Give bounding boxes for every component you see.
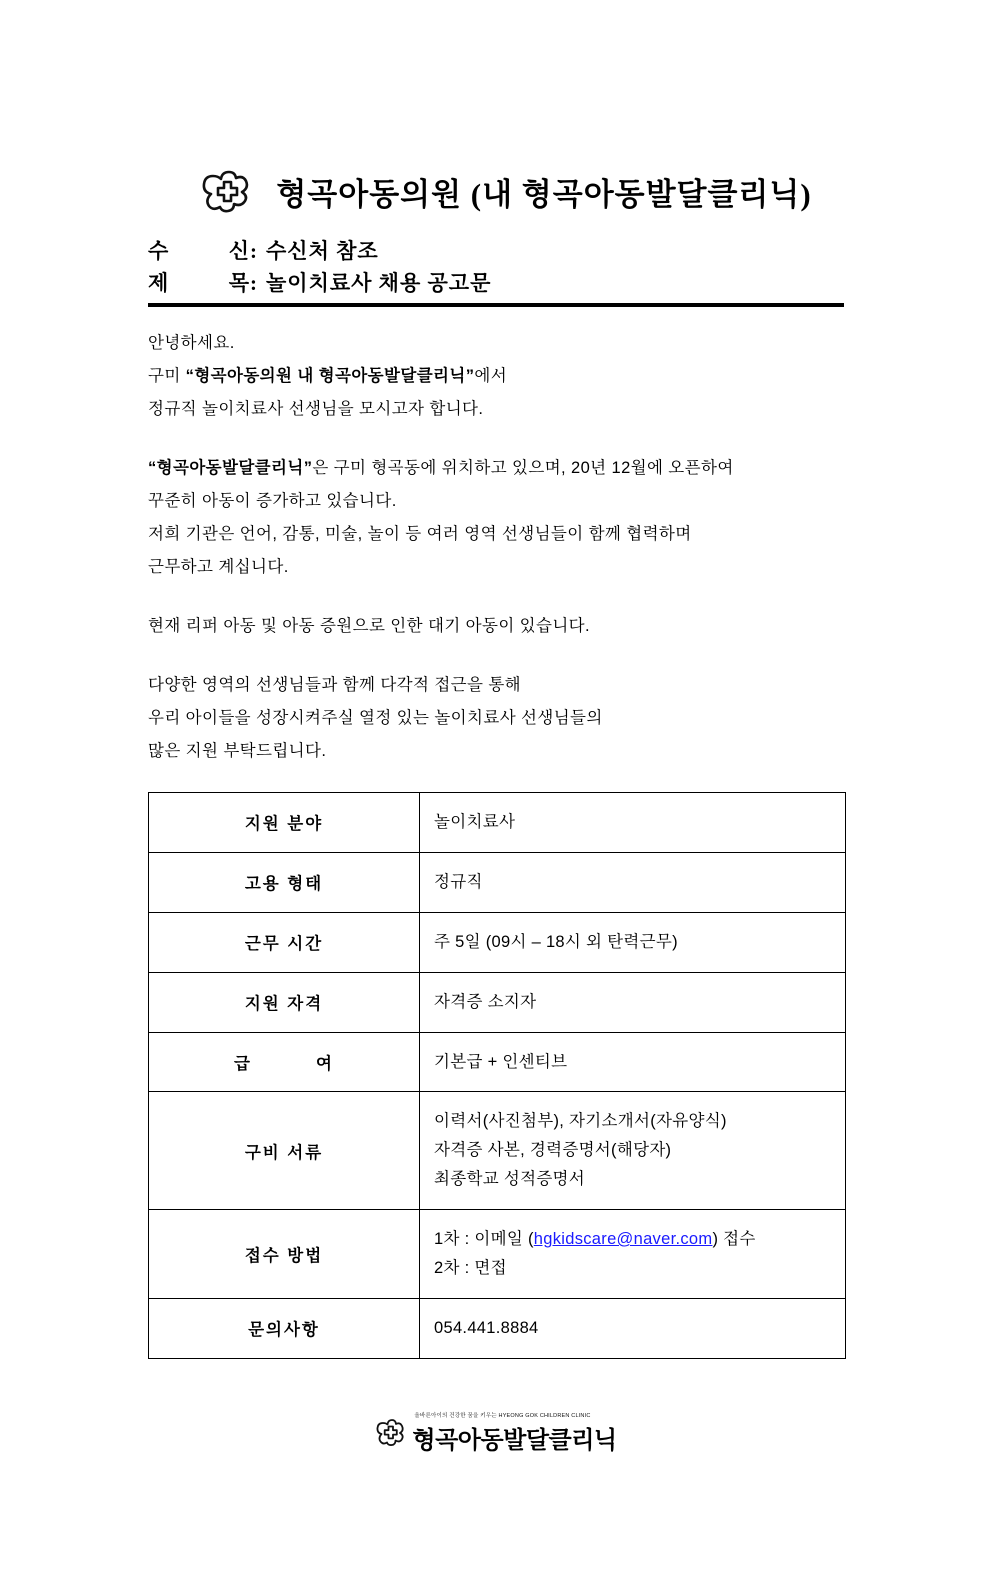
table-row [149, 912, 846, 972]
body-line-2 [148, 360, 844, 393]
document-header [0, 168, 992, 214]
body-spacer-2 [148, 584, 844, 610]
cross-clinic-logo-small-icon [375, 1418, 405, 1446]
subject-label-part2: 목: [228, 270, 258, 295]
table-row [149, 1092, 846, 1210]
recipient-row [148, 236, 844, 268]
body-line-2-suffix: 에서 [474, 367, 508, 385]
recipient-label-part2: 신: [228, 239, 258, 263]
subject-label [148, 268, 266, 300]
footer-text [412, 1411, 616, 1455]
body-line-4-suffix: 은 구미 형곡동에 위치하고 있으며, 20년 12월에 오픈하여 [312, 459, 734, 477]
body-line-3: 정규직 놀이치료사 선생님을 모시고자 합니다. [148, 400, 484, 418]
document-line-2: 자격증 사본, 경력증명서(해당자) [434, 1141, 672, 1160]
table-value-inquiries: 054.441.8884 [420, 1298, 846, 1358]
recipient-value: 수신처 참조 [266, 239, 379, 263]
body-line-11: 많은 지원 부탁드립니다. [148, 742, 327, 760]
table-key-salary [149, 1032, 420, 1092]
table-key-salary-char1: 급 [234, 1054, 252, 1073]
application-line-2: 2차 : 면접 [434, 1258, 507, 1277]
clinic-title: 형곡아동의원 (내 형곡아동발달클리닉) [276, 176, 812, 212]
body-line-4-bold: “형곡아동발달클리닉” [148, 459, 313, 477]
footer-clinic-name: 형곡아동발달클리닉 [412, 1427, 617, 1454]
table-value-documents [420, 1092, 846, 1210]
body-line-5: 꾸준히 아동이 증가하고 있습니다. [148, 492, 397, 510]
body-line-7: 근무하고 계십니다. [148, 558, 289, 576]
body-line-10: 우리 아이들을 성장시켜주실 열정 있는 놀이치료사 선생님들의 [148, 709, 603, 727]
body-line-4 [148, 452, 844, 485]
table-row [149, 1298, 846, 1358]
table-key-salary-char2: 여 [316, 1054, 334, 1073]
document-line-1: 이력서(사진첨부), 자기소개서(자유양식) [434, 1112, 727, 1131]
body-line-8: 현재 리퍼 아동 및 아동 증원으로 인한 대기 아동이 있습니다. [148, 617, 590, 635]
email-link[interactable]: hgkidscare@naver.com [533, 1230, 713, 1248]
body-line-1: 안녕하세요. [148, 334, 235, 352]
body-line-9: 다양한 영역의 선생님들과 함께 다각적 접근을 통해 [148, 676, 522, 694]
table-row [149, 972, 846, 1032]
table-key-field: 지원 분야 [149, 793, 420, 853]
application-suffix: ) 접수 [712, 1230, 756, 1248]
footer-logo [375, 1411, 616, 1455]
table-value-work-hours: 주 5일 (09시 – 18시 외 탄력근무) [420, 912, 846, 972]
application-prefix: 1차 : 이메일 ( [434, 1230, 534, 1248]
document-meta [148, 236, 844, 307]
job-info-table [148, 792, 846, 1359]
table-value-field: 놀이치료사 [420, 793, 846, 853]
cross-clinic-logo-icon [200, 168, 252, 214]
application-line-1 [434, 1225, 831, 1254]
body-line-2-prefix: 구미 [148, 367, 186, 385]
table-key-work-hours: 근무 시간 [149, 912, 420, 972]
document-footer [0, 1411, 992, 1455]
body-spacer-1 [148, 426, 844, 452]
document-page [0, 168, 992, 1571]
table-value-employment-type: 정규직 [420, 852, 846, 912]
table-key-documents: 구비 서류 [149, 1092, 420, 1210]
table-row [149, 1210, 846, 1299]
table-value-salary: 기본급 + 인센티브 [420, 1032, 846, 1092]
table-row [149, 852, 846, 912]
footer-tagline: 올바른아이의 건강한 꿈을 키우는 HYEONG GOK CHILDREN CLINIC [414, 1412, 591, 1419]
document-body [148, 327, 844, 768]
body-line-2-bold: “형곡아동의원 내 형곡아동발달클리닉” [185, 367, 475, 385]
table-key-employment-type: 고용 형태 [149, 852, 420, 912]
document-line-3: 최종학교 성적증명서 [434, 1170, 586, 1189]
subject-row [148, 268, 844, 300]
recipient-label [148, 236, 266, 268]
table-key-qualification: 지원 자격 [149, 972, 420, 1032]
table-value-qualification: 자격증 소지자 [420, 972, 846, 1032]
subject-value: 놀이치료사 채용 공고문 [266, 270, 492, 295]
recipient-label-part1: 수 [148, 239, 170, 263]
table-key-application-method: 접수 방법 [149, 1210, 420, 1299]
table-value-application-method [420, 1210, 846, 1299]
body-line-6: 저희 기관은 언어, 감통, 미술, 놀이 등 여러 영역 선생님들이 함께 협력하며 [148, 525, 692, 543]
table-row [149, 1032, 846, 1092]
subject-label-part1: 제 [148, 270, 170, 295]
table-key-inquiries: 문의사항 [149, 1298, 420, 1358]
table-row [149, 793, 846, 853]
body-spacer-3 [148, 643, 844, 669]
